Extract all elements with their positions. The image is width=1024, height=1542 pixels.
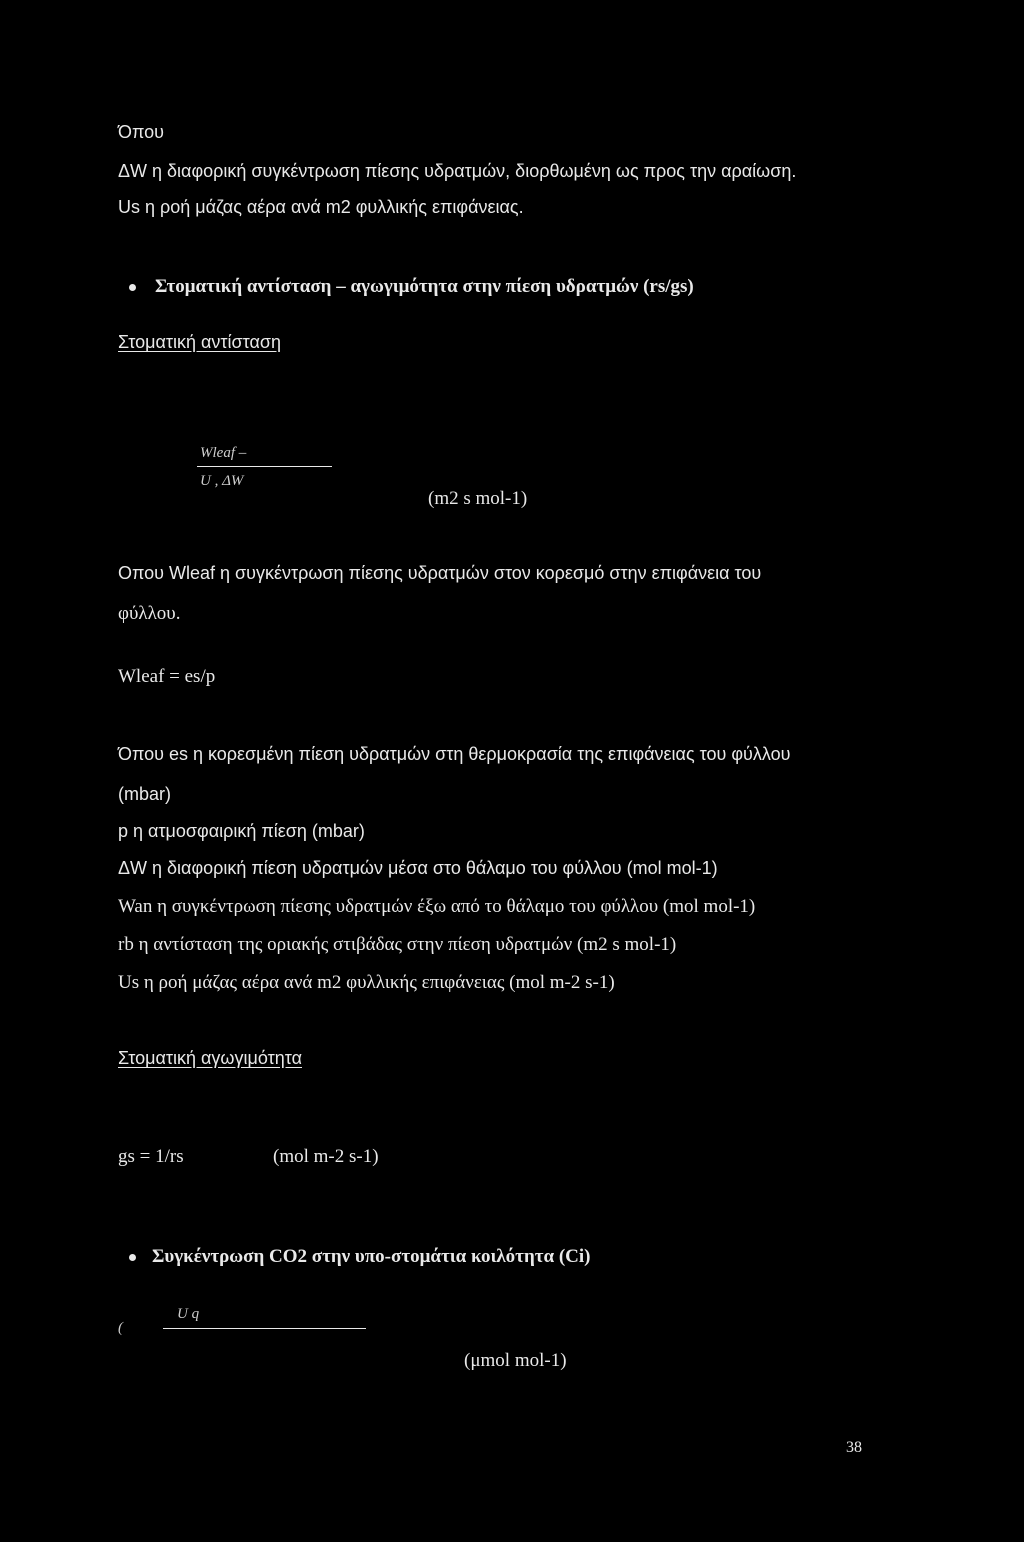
gs-units: (mol m-2 s-1) [273, 1146, 379, 1167]
fraction-line [197, 466, 332, 467]
page-number: 38 [846, 1439, 862, 1456]
formula-numerator: Wleaf – [200, 445, 247, 461]
def-p: p η ατμοσφαιρική πίεση (mbar) [118, 821, 365, 841]
us-definition: Us η ροή μάζας αέρα ανά m2 φυλλικής επιφάνειας. [118, 197, 524, 217]
def-wan: Wan η συγκέντρωση πίεσης υδρατμών έξω από το θάλαμο του φύλλου (mol mol-1) [118, 896, 756, 917]
section-heading-stomatal-resistance: Στοματική αντίσταση – αγωγιμότητα στην πίεση υδρατμών (rs/gs) [155, 276, 694, 297]
wleaf-equation: Wleaf = es/p [118, 666, 216, 687]
dw-definition: ΔW η διαφορική συγκέντρωση πίεσης υδρατμών, διορθωμένη ως προς την αραίωση. [118, 161, 797, 181]
fraction-line [163, 1328, 366, 1329]
subheading-stomatal-resistance: Στοματική αντίσταση [118, 332, 282, 352]
formula2-numerator: U q [177, 1306, 200, 1322]
section-heading-ci: Συγκέντρωση CO2 στην υπο-στομάτια κοιλότητα (Ci) [152, 1246, 591, 1267]
def-us: Us η ροή μάζας αέρα ανά m2 φυλλικής επιφάνειας (mol m-2 s-1) [118, 972, 615, 993]
bullet-icon [129, 1254, 136, 1261]
def-es-unit: (mbar) [118, 784, 171, 804]
wleaf-description-cont: φύλλου. [118, 603, 181, 624]
formula2-units: (μmol mol-1) [464, 1350, 567, 1371]
formula-denominator: U , ΔW [200, 473, 244, 489]
def-dw: ΔW η διαφορική πίεση υδρατμών μέσα στο θάλαμο του φύλλου (mol mol-1) [118, 858, 718, 878]
subheading-stomatal-conductance: Στοματική αγωγιμότητα [118, 1048, 302, 1068]
opou-label: Όπου [118, 122, 164, 142]
formula2-left: ( [118, 1320, 123, 1336]
wleaf-description: Οπου Wleaf η συγκέντρωση πίεσης υδρατμών στον κορεσμό στην επιφάνεια του [118, 563, 762, 583]
gs-equation: gs = 1/rs [118, 1146, 184, 1167]
def-rb: rb η αντίσταση της οριακής στιβάδας στην πίεση υδρατμών (m2 s mol-1) [118, 934, 677, 955]
formula-units: (m2 s mol-1) [428, 488, 528, 509]
bullet-icon [129, 284, 136, 291]
def-es: Όπου es η κορεσμένη πίεση υδρατμών στη θερμοκρασία της επιφάνειας του φύλλου [118, 744, 791, 764]
